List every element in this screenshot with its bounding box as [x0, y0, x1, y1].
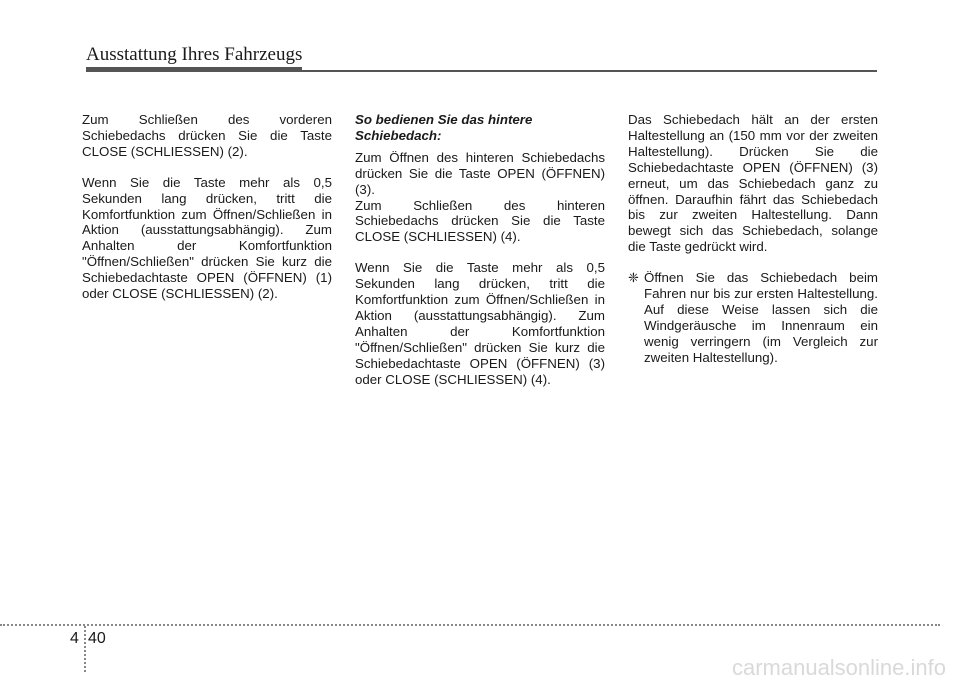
watermark: carmanualsonline.info — [731, 655, 946, 680]
note-block — [628, 270, 878, 380]
header-rule-thin — [302, 70, 877, 72]
paragraph-open-rear: Zum Öffnen des hinteren Schiebedachs drücken Sie die Taste OPEN (ÖFFNEN) (3). — [355, 149, 605, 197]
paragraph-stop-position: Das Schiebedach hält an der ersten Haltestellung an (150 mm vor der zweiten Haltestellung). Drücken Sie die Schiebedachtaste OPEN (ÖFFNEN) (3) erneut, um das Schiebedach ganz zu öffnen. Daraufhin fährt das Schiebedach bis zur zweiten Haltestellung. Dann bewegt sich das Schiebedach, solange die Taste gedrückt wird. — [628, 112, 878, 255]
text-column-2 — [355, 112, 605, 403]
chapter-number: 4 — [70, 630, 79, 647]
section-heading-rear-sunroof: So bedienen Sie das hintere Schiebedach: — [355, 112, 533, 143]
page-header-title: Ausstattung Ihres Fahrzeugs — [86, 44, 303, 65]
paragraph-comfort-rear: Wenn Sie die Taste mehr als 0,5 Sekunden lang drücken, tritt die Komfortfunktion zum Öffnen/Schließen in Aktion (ausstattungsabhängig). Zum Anhalten der Komfortfunktion "Öffnen/Schließen" drücken Sie kurz die Schiebedachtaste OPEN (ÖFFNEN) (3) oder CLOSE (SCHLIESSEN) (4). — [355, 260, 605, 387]
text-column-3 — [628, 112, 878, 381]
paragraph-comfort-front: Wenn Sie die Taste mehr als 0,5 Sekunden lang drücken, tritt die Komfortfunktion zum Öffnen/Schließen in Aktion (ausstattungsabhängig). Zum Anhalten der Komfortfunktion "Öffnen/Schließen" drücken Sie kurz die Schiebedachtaste OPEN (ÖFFNEN) (1) oder CLOSE (SCHLIESSEN) (2). — [82, 174, 332, 302]
footer-dotted-divider — [84, 626, 86, 672]
note-symbol-icon: ❈ — [628, 270, 639, 286]
header-rule-thick — [86, 67, 302, 72]
paragraph-close-rear: Zum Schließen des hinteren Schiebedachs drücken Sie die Taste CLOSE (SCHLIESSEN) (4). — [355, 197, 605, 245]
paragraph-close-front: Zum Schließen des vorderen Schiebedachs drücken Sie die Taste CLOSE (SCHLIESSEN) (2). — [82, 112, 332, 159]
text-column-1 — [82, 112, 332, 317]
footer-dotted-rule — [0, 624, 940, 626]
note-text: Öffnen Sie das Schiebedach beim Fahren nur bis zur ersten Haltestellung. Auf diese Weise lassen sich die Windgeräusche im Innenraum ein wenig verringern (im Vergleich zur zweiten Haltestellung). — [644, 270, 878, 365]
page-number: 40 — [88, 630, 106, 647]
